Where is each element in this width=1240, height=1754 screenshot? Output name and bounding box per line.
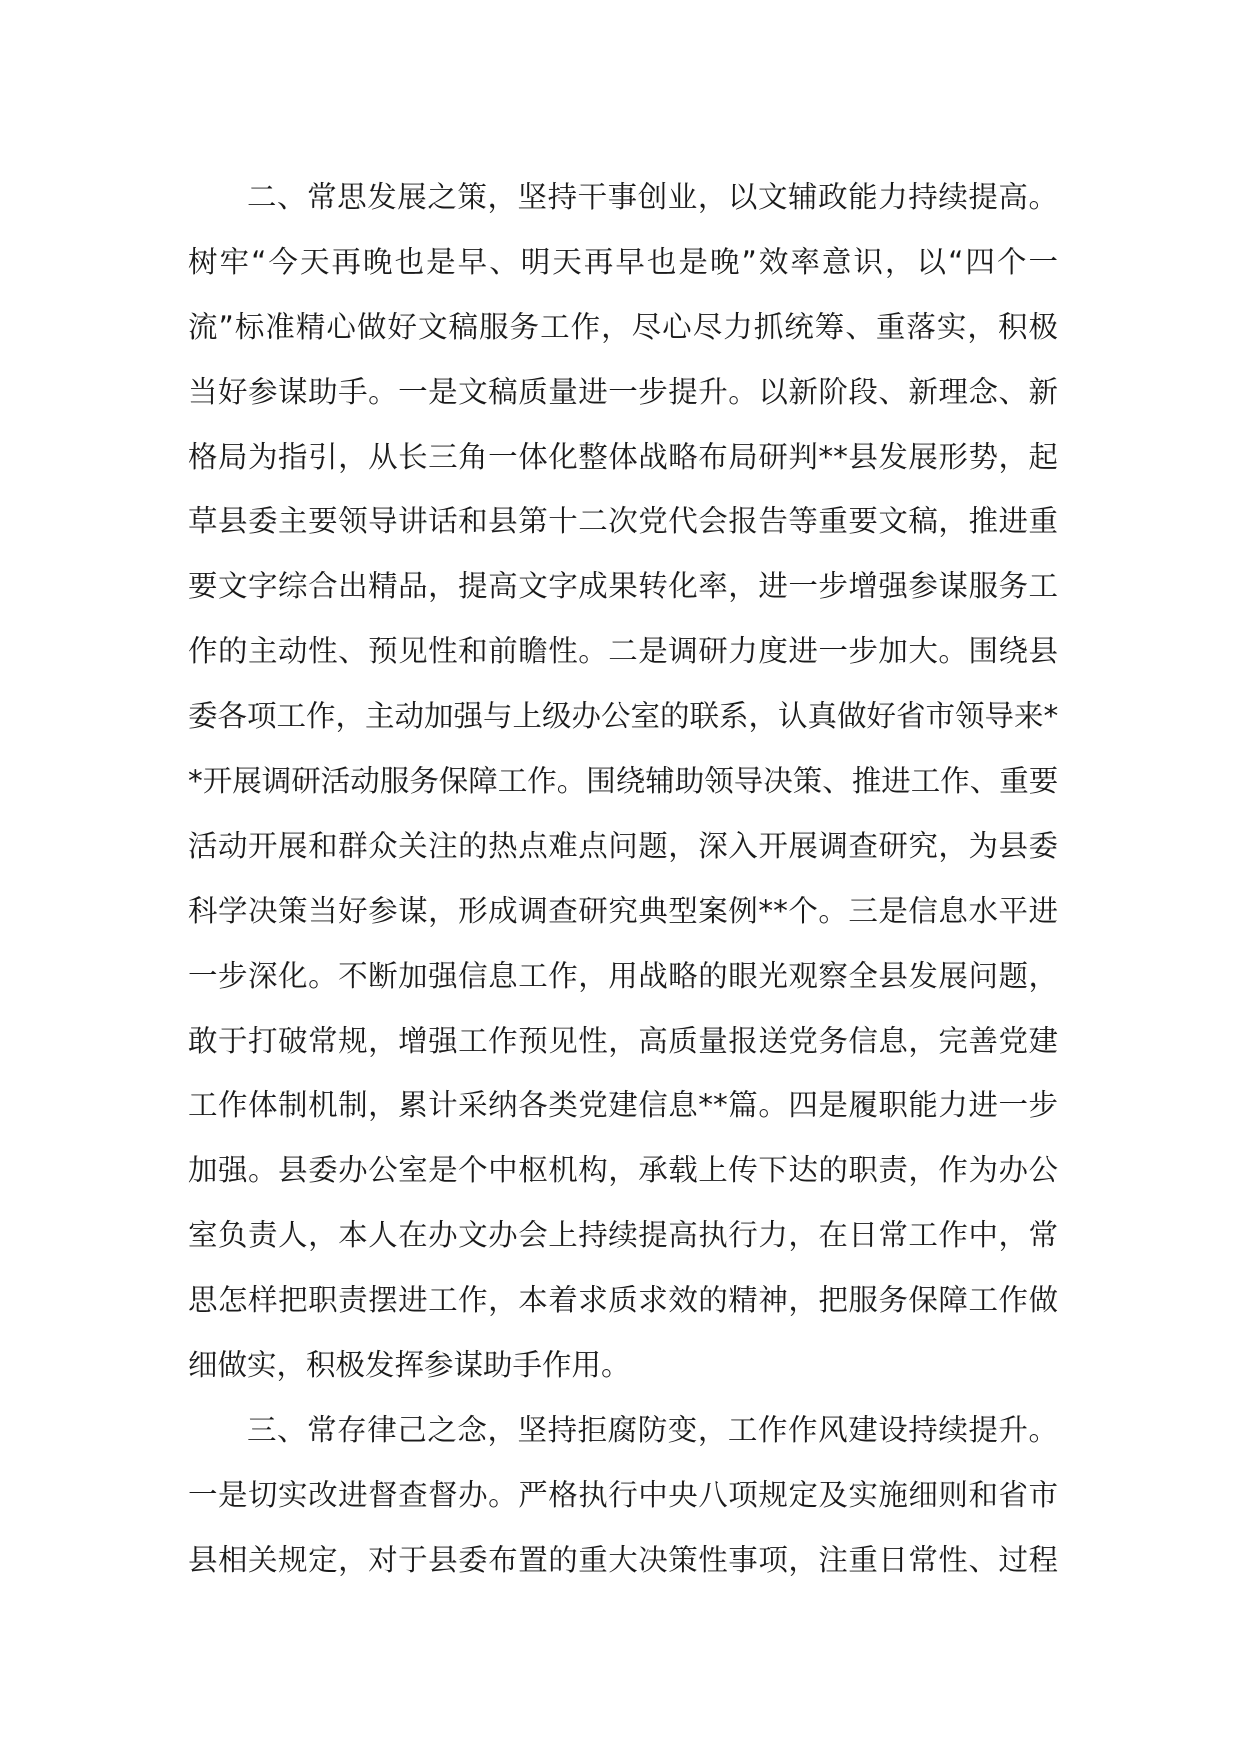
- text-line: 要文字综合出精品，提高文字成果转化率，进一步增强参谋服务工: [188, 569, 1058, 604]
- text-line: 一是切实改进督查督办。严格执行中央八项规定及实施细则和省市: [188, 1477, 1058, 1512]
- text-line: 加强。县委办公室是个中枢机构，承载上传下达的职责，作为办公: [188, 1153, 1058, 1188]
- text-line: 三、常存律己之念，坚持拒腐防变，工作作风建设持续提升。: [247, 1412, 1058, 1447]
- text-line: 室负责人，本人在办文办会上持续提高执行力，在日常工作中，常: [188, 1218, 1058, 1253]
- text-line: 敢于打破常规，增强工作预见性，高质量报送党务信息，完善党建: [188, 1023, 1058, 1058]
- text-line: 工作体制机制，累计采纳各类党建信息**篇。四是履职能力进一步: [188, 1088, 1058, 1123]
- text-line: 当好参谋助手。一是文稿质量进一步提升。以新阶段、新理念、新: [188, 374, 1058, 409]
- text-line: 树牢“今天再晚也是早、明天再早也是晚”效率意识，以“四个一: [188, 244, 1058, 279]
- text-line: 二、常思发展之策，坚持干事创业，以文辅政能力持续提高。: [247, 180, 1058, 214]
- text-line: 流”标准精心做好文稿服务工作，尽心尽力抓统筹、重落实，积极: [188, 309, 1058, 344]
- document-body: [188, 165, 1058, 1593]
- text-line: 活动开展和群众关注的热点难点问题，深入开展调查研究，为县委: [188, 828, 1058, 863]
- text-line: 一步深化。不断加强信息工作，用战略的眼光观察全县发展问题，: [188, 958, 1058, 993]
- text-line: 草县委主要领导讲话和县第十二次党代会报告等重要文稿，推进重: [188, 504, 1058, 539]
- text-line: 科学决策当好参谋，形成调查研究典型案例**个。三是信息水平进: [188, 893, 1058, 928]
- text-line: *开展调研活动服务保障工作。围绕辅助领导决策、推进工作、重要: [188, 764, 1058, 799]
- text-line: 作的主动性、预见性和前瞻性。二是调研力度进一步加大。围绕县: [188, 634, 1058, 669]
- text-line: 细做实，积极发挥参谋助手作用。: [188, 1348, 631, 1383]
- text-line: 思怎样把职责摆进工作，本着求质求效的精神，把服务保障工作做: [188, 1283, 1058, 1318]
- text-line: 格局为指引，从长三角一体化整体战略布局研判**县发展形势，起: [188, 439, 1058, 474]
- text-line: 委各项工作，主动加强与上级办公室的联系，认真做好省市领导来*: [188, 699, 1058, 734]
- text-line: 县相关规定，对于县委布置的重大决策性事项，注重日常性、过程: [188, 1542, 1058, 1577]
